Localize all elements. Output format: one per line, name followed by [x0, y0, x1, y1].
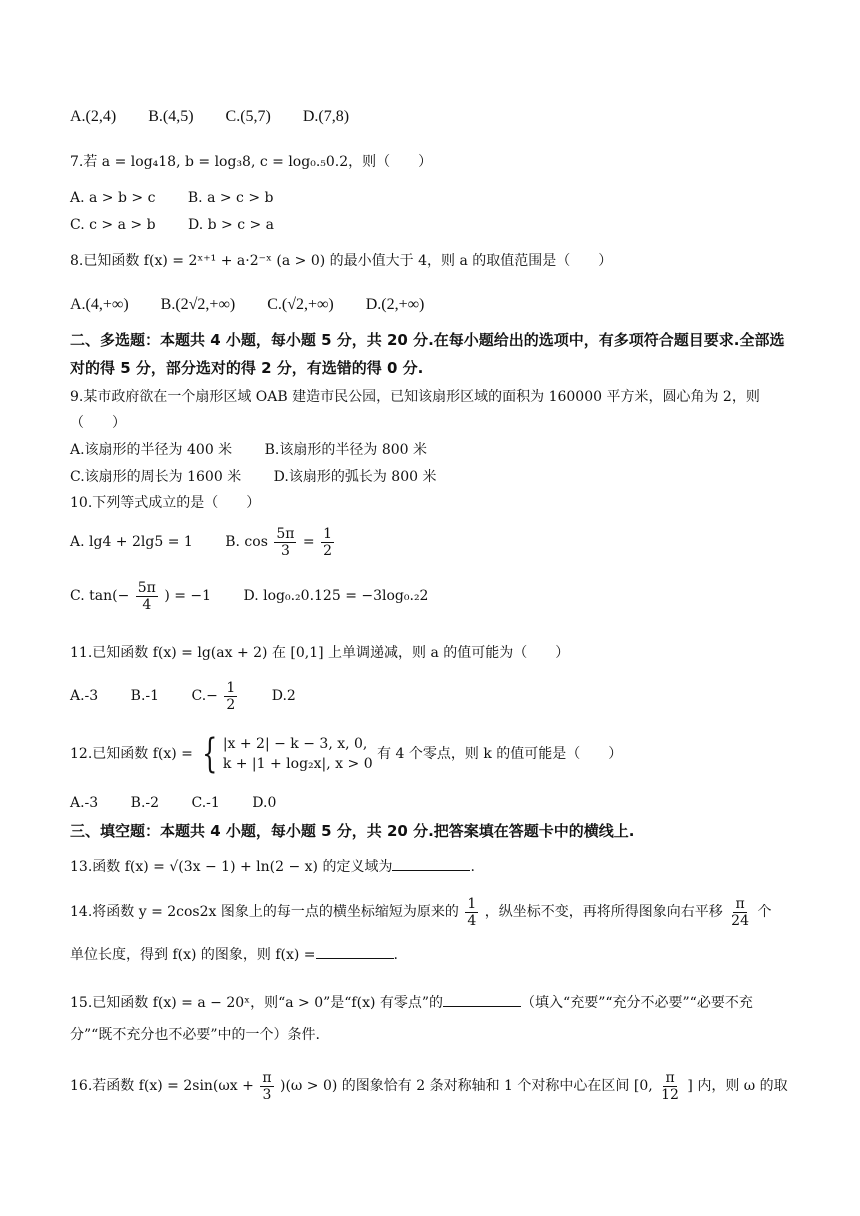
q11-options	[70, 676, 324, 716]
answer-blank[interactable]	[443, 992, 521, 1007]
fraction-denominator: 4	[467, 912, 477, 929]
fraction-numerator: 1	[226, 679, 236, 696]
q16-fraction-2	[659, 1070, 681, 1103]
section-3-heading: 三、填空题：本题共 4 小题，每小题 5 分，共 20 分.把答案填在答题卡中的横线上.	[70, 822, 635, 840]
q6-option-a: A.(2,4)	[70, 108, 117, 125]
q11-option-d: D.2	[271, 688, 296, 704]
q12-suffix: 有 4 个零点，则 k 的值可能是（ ）	[377, 746, 623, 762]
q6-option-d: D.(7,8)	[302, 108, 350, 125]
q16-stem	[70, 1064, 788, 1108]
q10-option-b-rhs-fraction	[321, 526, 334, 559]
q8-option-c: C.(√2,+∞)	[267, 296, 334, 313]
q11-option-c-prefix: C.−	[191, 688, 218, 704]
q9-options-row1	[70, 439, 455, 461]
q12-options	[70, 792, 304, 814]
q13-text: 13.函数 f(x) = √(3x − 1) + ln(2 − x) 的定义域为	[70, 859, 393, 875]
q15-line1-text: 15.已知函数 f(x) = a − 20ˣ，则“a > 0”是“f(x) 有零点”的	[70, 995, 444, 1011]
q8-stem: 8.已知函数 f(x) = 2ˣ⁺¹ + a·2⁻ˣ (a > 0) 的最小值大于 4，则 a 的取值范围是（ ）	[70, 253, 613, 269]
q15-line2: 分”“既不充分也不必要”中的一个）条件.	[70, 1027, 320, 1043]
q14-part2: ，纵坐标不变，再将所得图象向右平移	[484, 904, 723, 920]
q8-option-b: B.(2√2,+∞)	[160, 296, 236, 313]
q16-fraction-1	[260, 1070, 273, 1103]
q10-option-c-suffix: ) = −1	[164, 588, 212, 604]
q11-option-b: B.-1	[130, 688, 160, 704]
q16-part1: 16.若函数 f(x) = 2sin(ωx +	[70, 1078, 254, 1094]
q12-option-d: D.0	[252, 795, 277, 811]
q9-options-row2	[70, 466, 464, 488]
q10-option-a: A. lg4 + 2lg5 = 1	[70, 534, 193, 550]
q13-stem	[70, 856, 475, 878]
q7-options-row2	[70, 214, 302, 236]
fraction-numerator: 5π	[276, 525, 295, 542]
q10-option-b-prefix: B. cos	[225, 534, 268, 550]
q14-line1	[70, 892, 771, 932]
piecewise-cases	[223, 734, 373, 774]
q8-options	[70, 294, 452, 316]
q9-option-d: D.该扇形的弧长为 800 米	[273, 469, 437, 485]
q10-options-row1	[70, 522, 336, 562]
q9-option-a: A.该扇形的半径为 400 米	[70, 442, 233, 458]
q12-option-c: C.-1	[191, 795, 220, 811]
q11-stem: 11.已知函数 f(x) = lg(ax + 2) 在 [0,1] 上单调递减，则 a 的值可能为（ ）	[70, 645, 570, 661]
q11-option-a: A.-3	[70, 688, 99, 704]
q7-option-b: B. a > c > b	[187, 190, 274, 206]
q7-stem: 7.若 a = log₄18, b = log₃8, c = log₀.₅0.2，则（ ）	[70, 154, 433, 170]
fraction-denominator: 4	[142, 596, 152, 613]
q14-fraction-1	[465, 896, 478, 929]
fraction-numerator: π	[735, 895, 745, 912]
fraction-denominator: 24	[731, 912, 749, 929]
fraction-numerator: π	[665, 1069, 675, 1086]
q10-stem: 10.下列等式成立的是（ ）	[70, 495, 261, 511]
q12-option-a: A.-3	[70, 795, 99, 811]
piecewise-case-1: |x + 2| − k − 3, x, 0,	[222, 736, 368, 752]
q7-option-d: D. b > c > a	[187, 217, 275, 233]
q11-option-c-fraction	[224, 680, 237, 713]
answer-blank[interactable]	[316, 944, 394, 959]
q13-end: .	[470, 859, 475, 875]
fraction-denominator: 3	[280, 542, 290, 559]
q9-stem: 9.某市政府欲在一个扇形区域 OAB 建造市民公园，已知该扇形区域的面积为 160000 平方米，圆心角为 2，则（ ）	[70, 389, 760, 431]
q10-option-c-fraction	[136, 580, 158, 613]
fraction-numerator: 5π	[137, 579, 156, 596]
fraction-numerator: 1	[323, 525, 333, 542]
q10-option-d: D. log₀.₂0.125 = −3log₀.₂2	[243, 588, 429, 604]
q12-prefix: 12.已知函数 f(x) =	[70, 746, 193, 762]
fraction-denominator: 2	[323, 542, 333, 559]
left-brace-icon: {	[202, 731, 218, 777]
q15-line1-tail: （填入“充要”“充分不必要”“必要不充	[521, 995, 753, 1011]
q10-option-b-fraction	[274, 526, 296, 559]
q9-option-b: B.该扇形的半径为 800 米	[264, 442, 428, 458]
q10-option-c-prefix: C. tan(−	[70, 588, 130, 604]
piecewise-function	[197, 731, 373, 777]
q15-line1	[70, 992, 753, 1014]
q7-options-row1	[70, 187, 301, 209]
q12-option-b: B.-2	[130, 795, 160, 811]
fraction-numerator: π	[262, 1069, 272, 1086]
q10-options-row2	[70, 576, 456, 616]
q14-line2	[70, 944, 398, 966]
q14-part1: 14.将函数 y = 2cos2x 图象上的每一点的横坐标缩短为原来的	[70, 904, 459, 920]
section-2-heading: 二、多选题：本题共 4 小题，每小题 5 分，共 20 分.在每小题给出的选项中，有多项符合题目要求.全部选对的得 5 分，部分选对的得 2 分，有选错的得 0 分.	[70, 331, 785, 377]
q6-option-b: B.(4,5)	[148, 108, 194, 125]
q16-part3: ] 内，则 ω 的取	[687, 1078, 788, 1094]
q14-end: .	[393, 947, 398, 963]
answer-blank[interactable]	[392, 856, 470, 871]
fraction-numerator: 1	[467, 895, 477, 912]
q7-option-a: A. a > b > c	[70, 190, 156, 206]
q14-fraction-2	[729, 896, 751, 929]
q8-option-d: D.(2,+∞)	[365, 296, 425, 313]
fraction-denominator: 3	[262, 1086, 272, 1103]
q16-part2: )(ω > 0) 的图象恰有 2 条对称轴和 1 个对称中心在区间 [0,	[280, 1078, 653, 1094]
q6-option-c: C.(5,7)	[225, 108, 271, 125]
q8-option-a: A.(4,+∞)	[70, 296, 129, 313]
q6-options	[70, 106, 377, 128]
q11-option-c	[192, 676, 240, 716]
q9-option-c: C.该扇形的周长为 1600 米	[70, 469, 242, 485]
q14-line2-text: 单位长度，得到 f(x) 的图象，则 f(x) =	[70, 947, 316, 963]
q7-option-c: C. c > a > b	[70, 217, 156, 233]
fraction-denominator: 12	[661, 1086, 679, 1103]
q12-stem	[70, 732, 622, 776]
q14-part3: 个	[757, 904, 772, 920]
equals-sign: =	[302, 534, 315, 550]
fraction-denominator: 2	[226, 696, 236, 713]
q10-option-c	[70, 576, 211, 616]
piecewise-case-2: k + |1 + log₂x|, x > 0	[222, 756, 373, 772]
